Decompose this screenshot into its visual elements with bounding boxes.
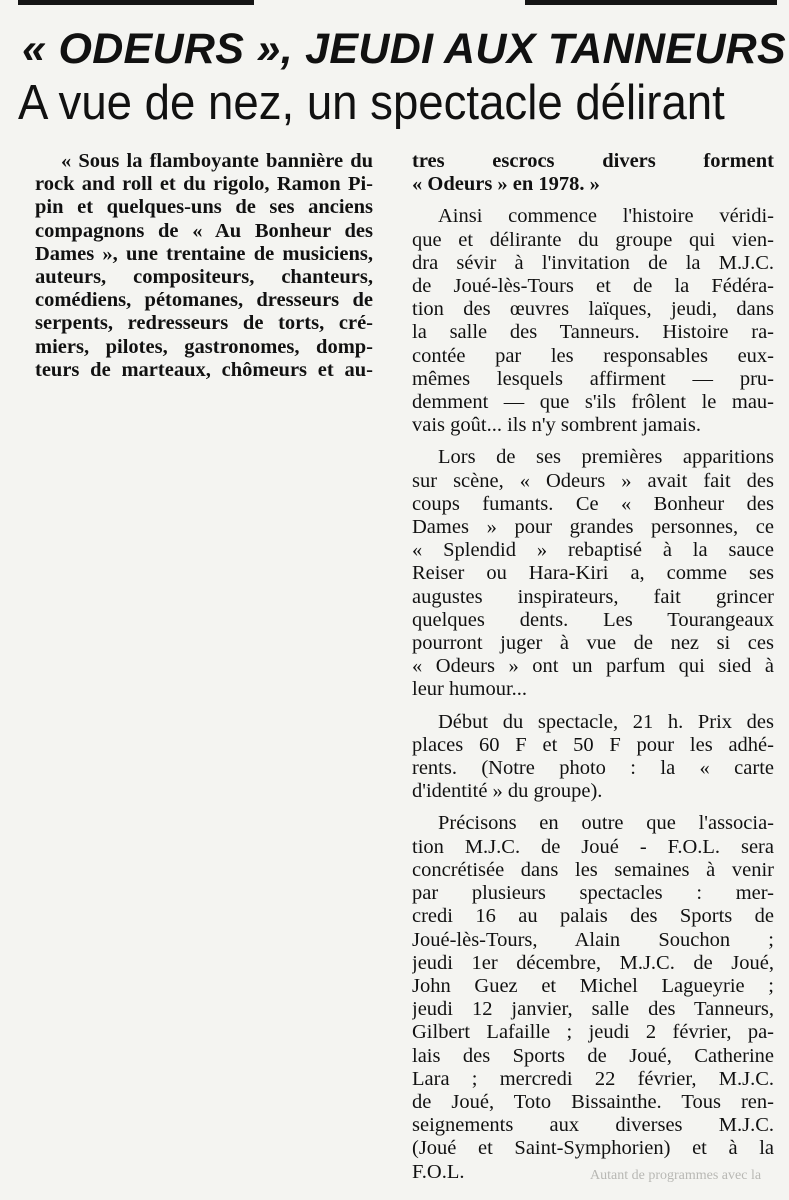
paragraph-line: Joué-lès-Tours, Alain Souchon ; xyxy=(412,928,774,951)
paragraph-line: contée par les responsables eux- xyxy=(412,344,774,367)
article-kicker: « ODEURS », JEUDI AUX TANNEURS xyxy=(22,25,787,73)
left-column-line: auteurs, compositeurs, chanteurs, xyxy=(35,266,373,289)
paragraph-line: credi 16 au palais des Sports de xyxy=(412,905,774,928)
paragraph-line: jeudi 12 janvier, salle des Tanneurs, xyxy=(412,998,774,1021)
paragraph-line: John Guez et Michel Lagueyrie ; xyxy=(412,974,774,997)
paragraph-line: Début du spectacle, 21 h. Prix des xyxy=(438,710,774,733)
paragraph-line: tion M.J.C. de Joué - F.O.L. sera xyxy=(412,835,774,858)
article-paragraph xyxy=(412,205,774,437)
paragraph-line: jeudi 1er décembre, M.J.C. de Joué, xyxy=(412,951,774,974)
left-column xyxy=(35,150,373,382)
paragraph-line: tres escrocs divers forment xyxy=(412,150,774,172)
paragraph-line: lais des Sports de Joué, Catherine xyxy=(412,1044,774,1067)
left-column-line: serpents, redresseurs de torts, cré- xyxy=(35,312,373,335)
article-paragraph xyxy=(412,711,774,804)
paragraph-line: quelques dents. Les Tourangeaux xyxy=(412,608,774,631)
paragraph-line: mêmes lesquels affirment — pru- xyxy=(412,367,774,390)
paragraph-line: leur humour... xyxy=(412,678,528,701)
paragraph-line: seignements aux diverses M.J.C. xyxy=(412,1114,774,1137)
show-through-text: Autant de programmes avec la xyxy=(590,1168,762,1183)
paragraph-line: que et délirante du groupe qui vien- xyxy=(412,228,774,251)
paragraph-line: rents. (Notre photo : la « carte xyxy=(412,757,774,780)
left-column-line: compagnons de « Au Bonheur des xyxy=(35,219,373,242)
paragraph-line: demment — que s'ils frôlent le mau- xyxy=(412,391,774,414)
article-paragraph xyxy=(412,812,774,1183)
top-rule-left xyxy=(18,0,254,5)
paragraph-line: vais goût... ils n'y sombrent jamais. xyxy=(412,414,701,437)
paragraph-line: d'identité » du groupe). xyxy=(412,780,603,803)
left-column-line: pin et quelques-uns de ses anciens xyxy=(35,196,373,219)
paragraph-line: Précisons en outre que l'associa- xyxy=(438,812,774,835)
left-column-line: rock and roll et du rigolo, Ramon Pi- xyxy=(35,173,373,196)
top-rule-right xyxy=(525,0,777,5)
paragraph-line: par plusieurs spectacles : mer- xyxy=(412,882,774,905)
paragraph-line: sur scène, « Odeurs » avait fait des xyxy=(412,469,774,492)
paragraph-line: Lors de ses premières apparitions xyxy=(438,446,774,469)
paragraph-line: F.O.L. xyxy=(412,1160,465,1183)
paragraph-line: coups fumants. Ce « Bonheur des xyxy=(412,492,774,515)
left-column-line: comédiens, pétomanes, dresseurs de xyxy=(35,289,373,312)
left-column-line: teurs de marteaux, chômeurs et au- xyxy=(35,358,373,381)
paragraph-line: la salle des Tanneurs. Histoire ra- xyxy=(412,321,774,344)
paragraph-line: Dames » pour grandes personnes, ce xyxy=(412,516,774,539)
paragraph-line: Ainsi commence l'histoire véridi- xyxy=(438,205,774,228)
paragraph-line: Gilbert Lafaille ; jeudi 2 février, pa- xyxy=(412,1021,774,1044)
paragraph-line: « Odeurs » en 1978. » xyxy=(412,173,600,196)
paragraph-line: places 60 F et 50 F pour les adhé- xyxy=(412,733,774,756)
article-headline: A vue de nez, un spectacle délirant xyxy=(18,76,725,130)
left-column-line: « Sous la flamboyante bannière du xyxy=(61,150,373,172)
paragraph-line: de Joué, Toto Bissainthe. Tous ren- xyxy=(412,1090,774,1113)
paragraph-line: augustes inspirateurs, fait grincer xyxy=(412,585,774,608)
right-column xyxy=(412,150,774,1193)
left-column-line: miers, pilotes, gastronomes, domp- xyxy=(35,335,373,358)
paragraph-line: dra sévir à l'invitation de la M.J.C. xyxy=(412,251,774,274)
paragraph-line: « Odeurs » ont un parfum qui sied à xyxy=(412,655,774,678)
paragraph-line: « Splendid » rebaptisé à la sauce xyxy=(412,539,774,562)
paragraph-line: de Joué-lès-Tours et de la Fédéra- xyxy=(412,275,774,298)
paragraph-line: Reiser ou Hara-Kiri a, comme ses xyxy=(412,562,774,585)
paragraph-line: concrétisée dans les semaines à venir xyxy=(412,858,774,881)
paragraph-line: tion des œuvres laïques, jeudi, dans xyxy=(412,298,774,321)
article-paragraph xyxy=(412,150,774,196)
paragraph-line: pourront juger à vue de nez si ces xyxy=(412,632,774,655)
paragraph-line: (Joué et Saint-Symphorien) et à la xyxy=(412,1137,774,1160)
left-column-line: Dames », une trentaine de musiciens, xyxy=(35,242,373,265)
article-paragraph xyxy=(412,446,774,701)
paragraph-line: Lara ; mercredi 22 février, M.J.C. xyxy=(412,1067,774,1090)
